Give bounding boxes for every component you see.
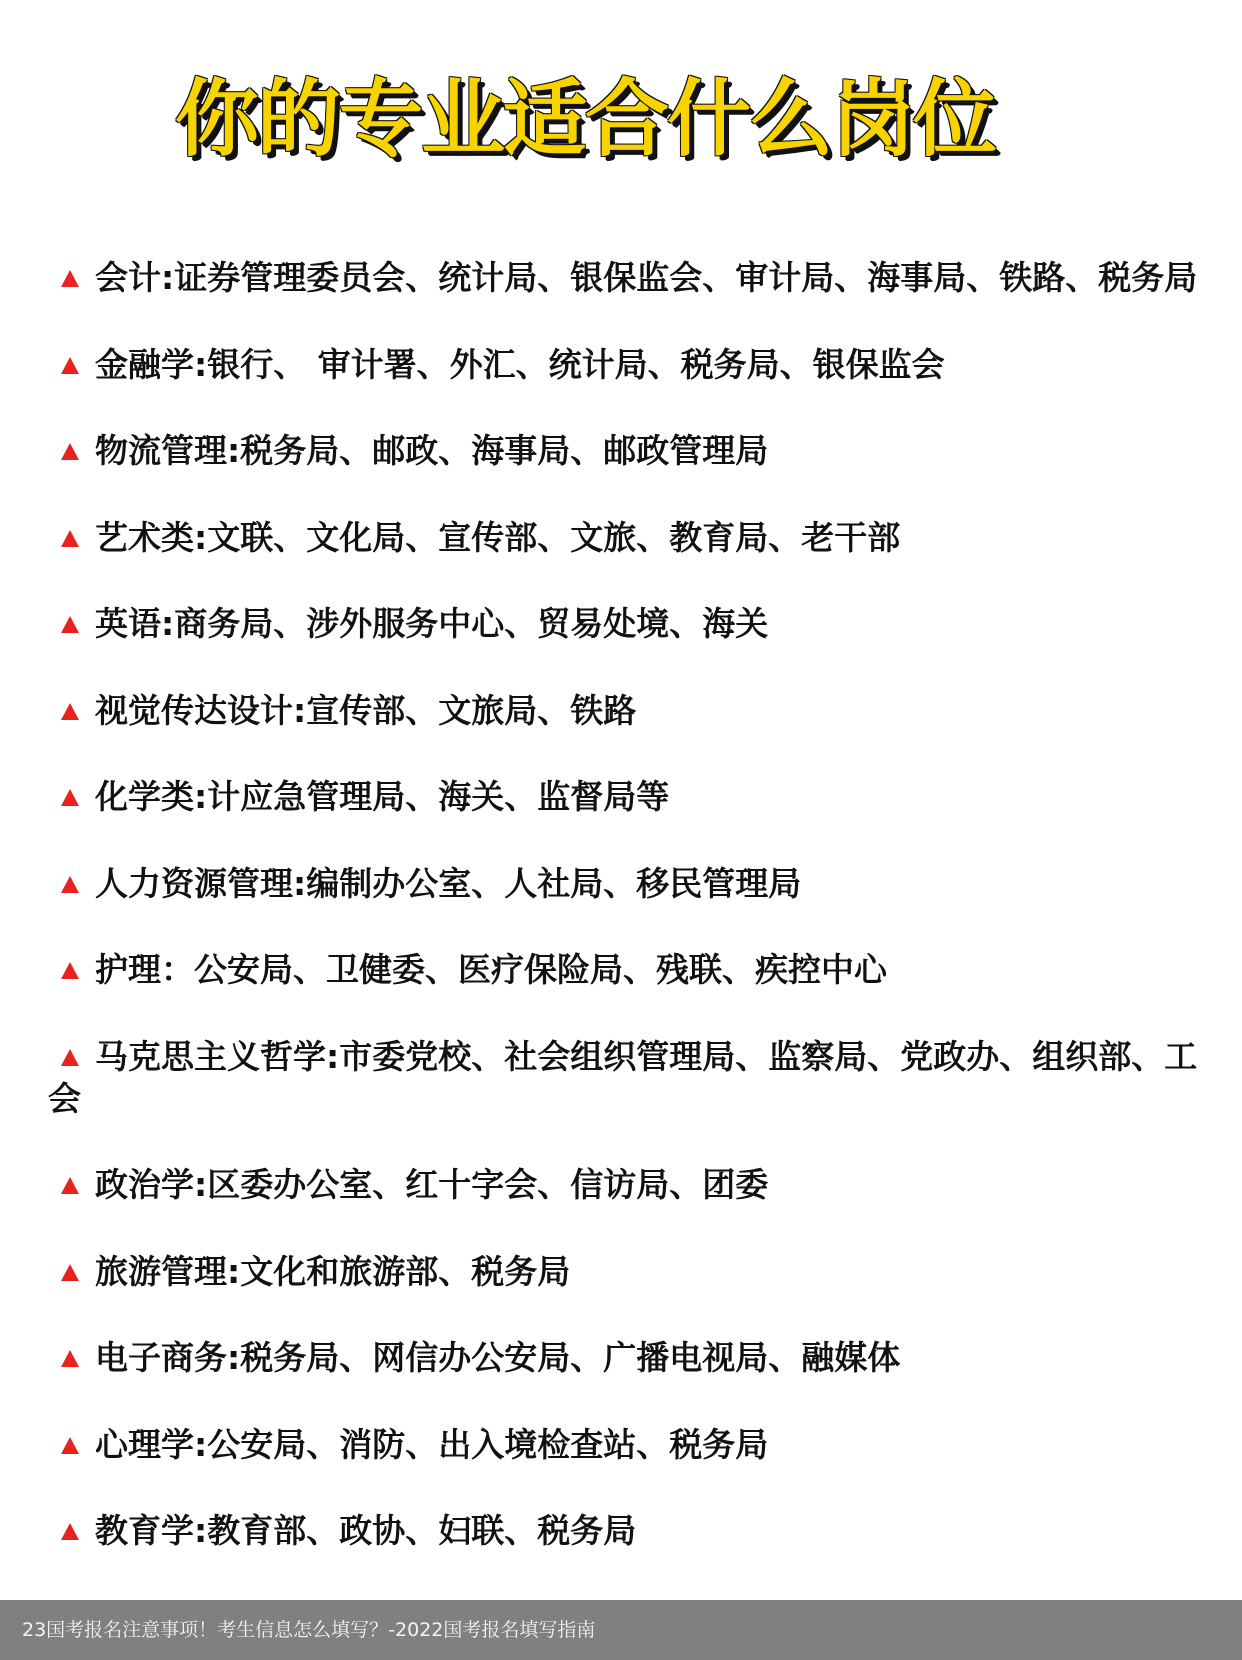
list-item-text: 教育学:教育部、政协、妇联、税务局 xyxy=(95,1511,637,1550)
list-item-text: 电子商务:税务局、网信办公安局、广播电视局、融媒体 xyxy=(95,1338,901,1377)
list-item-text: 会计:证券管理委员会、统计局、银保监会、审计局、海事局、铁路、税务局 xyxy=(95,258,1198,297)
list-item-text: 人力资源管理:编制办公室、人社局、移民管理局 xyxy=(95,863,802,903)
list-item-text: 物流管理:税务局、邮政、海事局、邮政管理局 xyxy=(95,431,769,470)
major-job-list xyxy=(48,257,1198,1597)
list-item-text: 金融学:银行、 审计署、外汇、统计局、税务局、银保监会 xyxy=(95,344,945,384)
list-item xyxy=(48,776,1198,818)
list-item-text: 旅游管理:文化和旅游部、税务局 xyxy=(95,1251,571,1291)
list-item xyxy=(48,1337,1198,1379)
triangle-bullet-icon xyxy=(61,530,79,547)
list-item-text: 英语:商务局、涉外服务中心、贸易处境、海关 xyxy=(95,604,769,643)
list-item xyxy=(48,430,1198,472)
triangle-bullet-icon xyxy=(61,1049,79,1066)
page-title: 你的专业适合什么岗位 xyxy=(174,70,995,168)
list-item xyxy=(48,603,1198,645)
triangle-bullet-icon xyxy=(61,1437,79,1454)
list-item xyxy=(48,1251,1198,1293)
triangle-bullet-icon xyxy=(61,789,79,806)
list-item-text: 心理学:公安局、消防、出入境检查站、税务局 xyxy=(95,1424,769,1464)
list-item-text: 政治学:区委办公室、红十字会、信访局、团委 xyxy=(95,1165,769,1204)
triangle-bullet-icon xyxy=(61,703,79,720)
triangle-bullet-icon xyxy=(61,962,79,979)
triangle-bullet-icon xyxy=(61,357,79,374)
list-item xyxy=(48,1164,1198,1206)
list-item xyxy=(48,863,1198,905)
list-item-text: 视觉传达设计:宣传部、文旅局、铁路 xyxy=(95,690,637,730)
caption-bar xyxy=(0,1600,1242,1660)
triangle-bullet-icon xyxy=(61,270,79,287)
list-item xyxy=(48,1424,1198,1466)
list-item xyxy=(48,344,1198,386)
list-item xyxy=(48,1510,1198,1552)
list-item-text: 艺术类:文联、文化局、宣传部、文旅、教育局、老干部 xyxy=(95,517,901,557)
triangle-bullet-icon xyxy=(61,1177,79,1194)
list-item xyxy=(48,257,1198,299)
list-item-text: 化学类:计应急管理局、海关、监督局等 xyxy=(95,777,670,816)
list-item xyxy=(48,690,1198,732)
triangle-bullet-icon xyxy=(61,1523,79,1540)
triangle-bullet-icon xyxy=(61,876,79,893)
list-item xyxy=(48,517,1198,559)
triangle-bullet-icon xyxy=(61,1350,79,1367)
list-item xyxy=(48,949,1198,991)
caption-text: 23国考报名注意事项！考生信息怎么填写？-2022国考报名填写指南 xyxy=(22,1619,596,1641)
list-item xyxy=(48,1036,1198,1120)
list-item-text: 马克思主义哲学:市委党校、社会组织管理局、监察局、党政办、组织部、工会 xyxy=(48,1036,1198,1118)
triangle-bullet-icon xyxy=(61,616,79,633)
triangle-bullet-icon xyxy=(61,443,79,460)
triangle-bullet-icon xyxy=(61,1264,79,1281)
list-item-text: 护理：公安局、卫健委、医疗保险局、残联、疾控中心 xyxy=(95,950,887,989)
